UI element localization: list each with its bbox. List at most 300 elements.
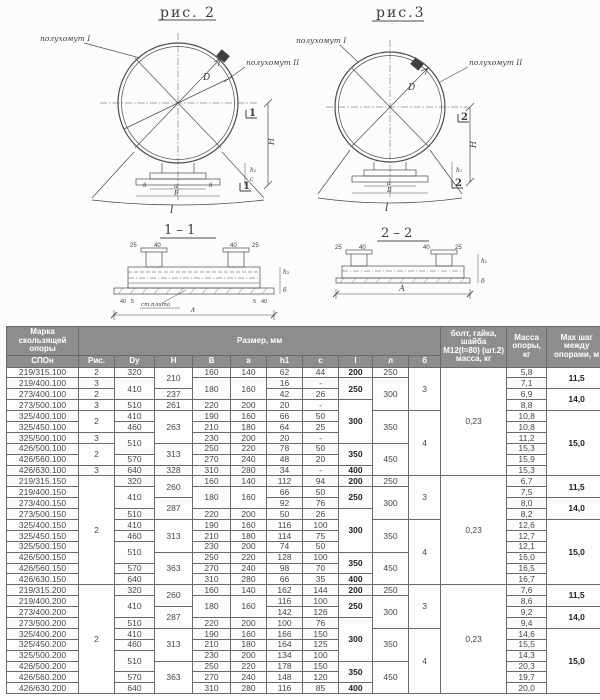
cell-fig: 2 [79, 585, 115, 694]
cell-step: 11,5 [547, 585, 600, 607]
cell-b: 180 [193, 596, 231, 618]
cell-dy: 510 [115, 432, 155, 454]
cell-a: 200 [231, 509, 267, 520]
cell-c: 150 [303, 661, 339, 672]
cell-b: 160 [193, 367, 231, 378]
cell-mark: 273/500.100 [7, 400, 79, 411]
cell-mark: 273/400.200 [7, 607, 79, 618]
cell-l: 350 [339, 661, 373, 683]
cell-mark: 325/500.100 [7, 432, 79, 443]
cell-a: 140 [231, 367, 267, 378]
cell-a: 160 [231, 628, 267, 639]
cell-l: 200 [339, 367, 373, 378]
cell-fig: 3 [79, 400, 115, 411]
fig2-section-mark-bottom: 1 [243, 181, 250, 192]
cell-l: 350 [339, 552, 373, 574]
cell-c: 126 [303, 607, 339, 618]
cell-c: 70 [303, 563, 339, 574]
cell-mark: 426/560.100 [7, 454, 79, 465]
cell-l: 400 [339, 574, 373, 585]
cell-dy: 570 [115, 454, 155, 465]
cell-b: 310 [193, 465, 231, 476]
table-body [7, 367, 600, 694]
fig3-dim-a: а [387, 179, 391, 187]
cell-mass: 9,2 [507, 607, 547, 618]
cell-mass: 6,7 [507, 476, 547, 487]
cell-c: 76 [303, 498, 339, 509]
cell-b: 210 [193, 421, 231, 432]
cell-mass: 10,8 [507, 421, 547, 432]
cell-fig: 2 [79, 476, 115, 585]
cell-c: 44 [303, 367, 339, 378]
cell-l: 200 [339, 585, 373, 596]
cell-h1: 112 [267, 476, 303, 487]
cell-l: 250 [339, 487, 373, 509]
table-row [7, 411, 600, 422]
cell-a: 240 [231, 563, 267, 574]
cell-c: 26 [303, 389, 339, 400]
cell-c: 125 [303, 639, 339, 650]
cell-h1: 20 [267, 400, 303, 411]
cell-c: 85 [303, 683, 339, 694]
header-mass: Масса опоры, кг [507, 327, 547, 368]
table-row [7, 400, 600, 411]
cell-lam: 350 [373, 519, 409, 552]
cell-mark: 325/450.100 [7, 421, 79, 432]
cell-dy: 320 [115, 367, 155, 378]
cell-h1: 134 [267, 650, 303, 661]
cell-mass: 20,0 [507, 683, 547, 694]
cell-b: 220 [193, 400, 231, 411]
cell-mark: 325/500.150 [7, 541, 79, 552]
cell-b: 180 [193, 378, 231, 400]
s11-dim-25-right: 25 [252, 243, 259, 249]
cell-fig: 2 [79, 411, 115, 433]
cell-a: 240 [231, 454, 267, 465]
cell-dy: 510 [115, 617, 155, 628]
cell-mark: 219/400.100 [7, 378, 79, 389]
cell-l: 200 [339, 476, 373, 487]
cell-dy: 460 [115, 639, 155, 650]
cell-a: 160 [231, 487, 267, 509]
cell-step: 14,0 [547, 607, 600, 629]
cell-lam: 300 [373, 378, 409, 411]
cell-dy: 510 [115, 541, 155, 563]
cell-a: 160 [231, 378, 267, 400]
cell-a: 180 [231, 639, 267, 650]
table-row [7, 585, 600, 596]
cell-mass: 14,3 [507, 650, 547, 661]
cell-b: 250 [193, 443, 231, 454]
s11-dim-25-left: 25 [130, 243, 137, 249]
cell-fig: 2 [79, 389, 115, 400]
table-row [7, 367, 600, 378]
cell-c: - [303, 400, 339, 411]
cell-dy: 460 [115, 421, 155, 432]
cell-b: 230 [193, 432, 231, 443]
cell-b: 310 [193, 683, 231, 694]
cell-a: 280 [231, 683, 267, 694]
fig2-halfclamp1-label: полухомут I [40, 34, 91, 43]
cell-c: - [303, 432, 339, 443]
fig3-dim-h: Н [469, 141, 478, 148]
cell-h1: 114 [267, 530, 303, 541]
cell-l: 400 [339, 683, 373, 694]
cell-dy: 410 [115, 628, 155, 639]
cell-dy: 510 [115, 650, 155, 672]
cell-b: 190 [193, 519, 231, 530]
cell-l: 400 [339, 465, 373, 476]
cell-lam: 300 [373, 596, 409, 629]
s11-dim-40-bottom-left: 40 [120, 299, 127, 305]
fig2-dim-a: а [174, 182, 178, 190]
cell-a: 200 [231, 650, 267, 661]
s11-dim-40-bottom-right: 40 [261, 299, 268, 305]
cell-mass: 16,5 [507, 563, 547, 574]
cell-mass: 8,0 [507, 498, 547, 509]
cell-dy: 510 [115, 400, 155, 411]
cell-mass: 8,8 [507, 400, 547, 411]
cell-mass: 10,8 [507, 411, 547, 422]
section-1-1-title: 1 – 1 [164, 223, 196, 238]
cell-mark: 325/450.150 [7, 530, 79, 541]
cell-step: 14,0 [547, 498, 600, 520]
cell-dy: 410 [115, 519, 155, 530]
cell-c: - [303, 465, 339, 476]
cell-mass: 15,5 [507, 639, 547, 650]
cell-mark: 426/630.200 [7, 683, 79, 694]
cell-delta: 3 [409, 585, 441, 629]
cell-h1: 142 [267, 607, 303, 618]
cell-c: 50 [303, 487, 339, 498]
fig3-halfclamp1-label: полухомут I [296, 36, 347, 45]
cell-step: 15,0 [547, 628, 600, 693]
fig3-dim-d: D [408, 83, 416, 93]
cell-mass: 12,6 [507, 519, 547, 530]
cell-lam: 350 [373, 628, 409, 661]
s22-dim-25-left: 25 [335, 245, 342, 251]
cell-l: 300 [339, 400, 373, 444]
s22-dim-bottom: А [399, 284, 406, 293]
cell-step: 15,0 [547, 519, 600, 584]
fig2-dim-b-small2: б [209, 183, 213, 189]
header-col-a: а [231, 355, 267, 367]
header-mark-spon: СПОн [7, 355, 79, 367]
cell-a: 180 [231, 421, 267, 432]
cell-b: 230 [193, 541, 231, 552]
s22-dim-h2: h₂ [481, 258, 488, 265]
cell-a: 160 [231, 596, 267, 618]
cell-h1: 162 [267, 585, 303, 596]
cell-delta: 4 [409, 519, 441, 584]
table-row [7, 443, 600, 454]
cell-b: 210 [193, 530, 231, 541]
cell-l: 350 [339, 443, 373, 465]
cell-l: 250 [339, 378, 373, 400]
cell-h: 328 [155, 465, 193, 476]
cell-h1: 100 [267, 617, 303, 628]
cell-a: 220 [231, 443, 267, 454]
cell-mark: 426/560.150 [7, 563, 79, 574]
cell-mass: 11,2 [507, 432, 547, 443]
cell-l: 250 [339, 596, 373, 618]
cell-h1: 74 [267, 541, 303, 552]
cell-b: 190 [193, 628, 231, 639]
cell-l: 300 [339, 509, 373, 553]
fig3-dim-l: l [385, 201, 389, 214]
cell-mark: 273/500.150 [7, 509, 79, 520]
cell-h1: 66 [267, 487, 303, 498]
fig3-halfclamp2-label: полухомут II [469, 58, 523, 67]
table-row [7, 476, 600, 487]
cell-h1: 178 [267, 661, 303, 672]
cell-delta: 3 [409, 476, 441, 520]
cell-mark: 426/500.150 [7, 552, 79, 563]
cell-c: - [303, 378, 339, 389]
cell-lam: 250 [373, 476, 409, 487]
header-size-group: Размер, мм [79, 327, 441, 356]
fig3-dim-b: В [387, 186, 392, 194]
cell-bolt_mass: 0,23 [441, 476, 507, 585]
cell-lam: 350 [373, 411, 409, 444]
cell-h1: 66 [267, 574, 303, 585]
drawings-svg [0, 0, 600, 326]
table-row [7, 432, 600, 443]
header-col-delta: б [409, 355, 441, 367]
cell-mass: 12,7 [507, 530, 547, 541]
cell-h: 260 [155, 476, 193, 498]
cell-lam: 450 [373, 443, 409, 476]
cell-step: 11,5 [547, 367, 600, 389]
cell-a: 160 [231, 519, 267, 530]
cell-mark: 426/500.200 [7, 661, 79, 672]
cell-mass: 8,6 [507, 596, 547, 607]
cell-c: 50 [303, 443, 339, 454]
cell-h1: 128 [267, 552, 303, 563]
cell-c: 25 [303, 421, 339, 432]
cell-c: 26 [303, 509, 339, 520]
fig2-dim-l: l [170, 203, 174, 216]
cell-mark: 325/400.200 [7, 628, 79, 639]
s22-dim-25-right: 25 [455, 245, 462, 251]
cell-mass: 15,3 [507, 443, 547, 454]
cell-fig: 3 [79, 432, 115, 443]
fig2-dim-b-small: б [143, 183, 147, 189]
header-col-b: В [193, 355, 231, 367]
cell-mark: 325/400.150 [7, 519, 79, 530]
cell-mass: 7,6 [507, 585, 547, 596]
cell-h1: 20 [267, 432, 303, 443]
cell-mark: 325/450.200 [7, 639, 79, 650]
cell-c: 100 [303, 519, 339, 530]
s22-dim-b-small: б [481, 278, 485, 285]
header-bolt: болт, гайка, шайба М12(l=80) (шт.2) масса, кг [441, 327, 507, 368]
table-row [7, 389, 600, 400]
header-col-c: с [303, 355, 339, 367]
fig2-title: рис. 2 [160, 5, 216, 21]
cell-mark: 426/560.200 [7, 672, 79, 683]
cell-dy: 410 [115, 487, 155, 509]
cell-mass: 9,4 [507, 617, 547, 628]
fig3-dim-h1: h₁ [456, 167, 463, 174]
cell-dy: 410 [115, 596, 155, 618]
cell-dy: 410 [115, 411, 155, 422]
cell-dy: 460 [115, 530, 155, 541]
cell-lam: 250 [373, 367, 409, 378]
cell-a: 200 [231, 541, 267, 552]
cell-c: 50 [303, 411, 339, 422]
fig2-drawing [84, 20, 272, 205]
header-col-fig: Рис. [79, 355, 115, 367]
cell-h1: 64 [267, 421, 303, 432]
cell-c: 75 [303, 530, 339, 541]
table-row [7, 465, 600, 476]
cell-dy: 640 [115, 465, 155, 476]
cell-delta: 4 [409, 628, 441, 693]
cell-mass: 14,6 [507, 628, 547, 639]
cell-b: 220 [193, 509, 231, 520]
cell-mass: 5,8 [507, 367, 547, 378]
cell-dy: 640 [115, 683, 155, 694]
cell-lam: 300 [373, 487, 409, 520]
s11-dim-h2: h₂ [283, 269, 290, 276]
cell-b: 310 [193, 574, 231, 585]
cell-mass: 7,1 [507, 378, 547, 389]
header-col-lam: л [373, 355, 409, 367]
cell-bolt_mass: 0,23 [441, 585, 507, 694]
cell-mass: 15,3 [507, 465, 547, 476]
cell-h1: 62 [267, 367, 303, 378]
cell-a: 280 [231, 465, 267, 476]
cell-b: 270 [193, 454, 231, 465]
fig2-dim-h: Н [267, 138, 276, 145]
fig2-halfclamp2-label: полухомут II [246, 58, 300, 67]
dimensions-table [6, 326, 600, 694]
cell-c: 120 [303, 672, 339, 683]
cell-c: 144 [303, 585, 339, 596]
table-header [7, 327, 600, 368]
section-2-2-title: 2 – 2 [381, 226, 413, 241]
s11-dim-5-bottom-left: 5 [131, 299, 135, 305]
cell-h1: 16 [267, 378, 303, 389]
cell-h1: 166 [267, 628, 303, 639]
cell-h: 287 [155, 607, 193, 629]
s11-dim-b-small: б [283, 287, 287, 294]
cell-b: 230 [193, 650, 231, 661]
header-col-dy: Dy [115, 355, 155, 367]
cell-dy: 320 [115, 476, 155, 487]
cell-mark: 325/500.200 [7, 650, 79, 661]
cell-a: 140 [231, 476, 267, 487]
cell-dy: 570 [115, 563, 155, 574]
cell-b: 220 [193, 617, 231, 628]
cell-b: 160 [193, 476, 231, 487]
cell-bolt_mass: 0,23 [441, 367, 507, 476]
cell-mark: 219/315.200 [7, 585, 79, 596]
cell-mass: 20,3 [507, 661, 547, 672]
cell-mass: 16,0 [507, 552, 547, 563]
cell-b: 250 [193, 661, 231, 672]
header-col-l: l [339, 355, 373, 367]
cell-a: 140 [231, 585, 267, 596]
cell-mark: 273/400.150 [7, 498, 79, 509]
cell-h1: 50 [267, 509, 303, 520]
table-row [7, 378, 600, 389]
fig3-section-mark-top: 2 [461, 112, 468, 123]
cell-c: 35 [303, 574, 339, 585]
cell-h: 210 [155, 367, 193, 389]
cell-mass: 12,1 [507, 541, 547, 552]
fig3-title: рис.3 [376, 5, 426, 21]
cell-a: 280 [231, 574, 267, 585]
s11-dim-5-bottom-right: 5 [253, 299, 257, 305]
cell-c: 100 [303, 650, 339, 661]
cell-fig: 2 [79, 443, 115, 465]
s11-dim-bottom: л [190, 305, 196, 314]
cell-h: 313 [155, 519, 193, 552]
cell-c: 50 [303, 541, 339, 552]
cell-fig: 3 [79, 378, 115, 389]
cell-h: 260 [155, 585, 193, 607]
cell-h: 237 [155, 389, 193, 400]
cell-h1: 116 [267, 519, 303, 530]
cell-a: 220 [231, 661, 267, 672]
s11-dim-40-right: 40 [230, 243, 237, 249]
cell-delta: 4 [409, 411, 441, 476]
cell-h: 313 [155, 443, 193, 465]
cell-dy: 320 [115, 585, 155, 596]
cell-b: 270 [193, 563, 231, 574]
cell-mark: 426/630.150 [7, 574, 79, 585]
cell-a: 180 [231, 530, 267, 541]
cell-b: 180 [193, 487, 231, 509]
cell-c: 94 [303, 476, 339, 487]
cell-lam: 450 [373, 661, 409, 694]
cell-b: 190 [193, 411, 231, 422]
cell-h1: 48 [267, 454, 303, 465]
cell-b: 160 [193, 585, 231, 596]
cell-a: 220 [231, 552, 267, 563]
cell-a: 200 [231, 432, 267, 443]
cell-lam: 250 [373, 585, 409, 596]
cell-dy: 570 [115, 672, 155, 683]
cell-mark: 219/400.150 [7, 487, 79, 498]
cell-b: 250 [193, 552, 231, 563]
cell-mass: 15,9 [507, 454, 547, 465]
cell-fig: 3 [79, 465, 115, 476]
cell-a: 240 [231, 672, 267, 683]
s11-dim-40-left: 40 [154, 243, 161, 249]
cell-a: 200 [231, 617, 267, 628]
cell-mark: 426/500.100 [7, 443, 79, 454]
cell-mark: 219/400.200 [7, 596, 79, 607]
cell-h1: 116 [267, 683, 303, 694]
cell-mass: 16,7 [507, 574, 547, 585]
cell-mark: 426/630.100 [7, 465, 79, 476]
cell-step: 14,0 [547, 389, 600, 411]
cell-mass: 8,2 [507, 509, 547, 520]
cell-step: 15,0 [547, 411, 600, 476]
cell-h1: 116 [267, 596, 303, 607]
cell-mass: 19,7 [507, 672, 547, 683]
cell-c: 100 [303, 596, 339, 607]
cell-dy: 640 [115, 574, 155, 585]
cell-fig: 2 [79, 367, 115, 378]
cell-h: 313 [155, 628, 193, 661]
s22-dim-40-left: 40 [359, 245, 366, 251]
fig2-dim-h1: h₁ [250, 167, 257, 174]
cell-lam: 450 [373, 552, 409, 585]
